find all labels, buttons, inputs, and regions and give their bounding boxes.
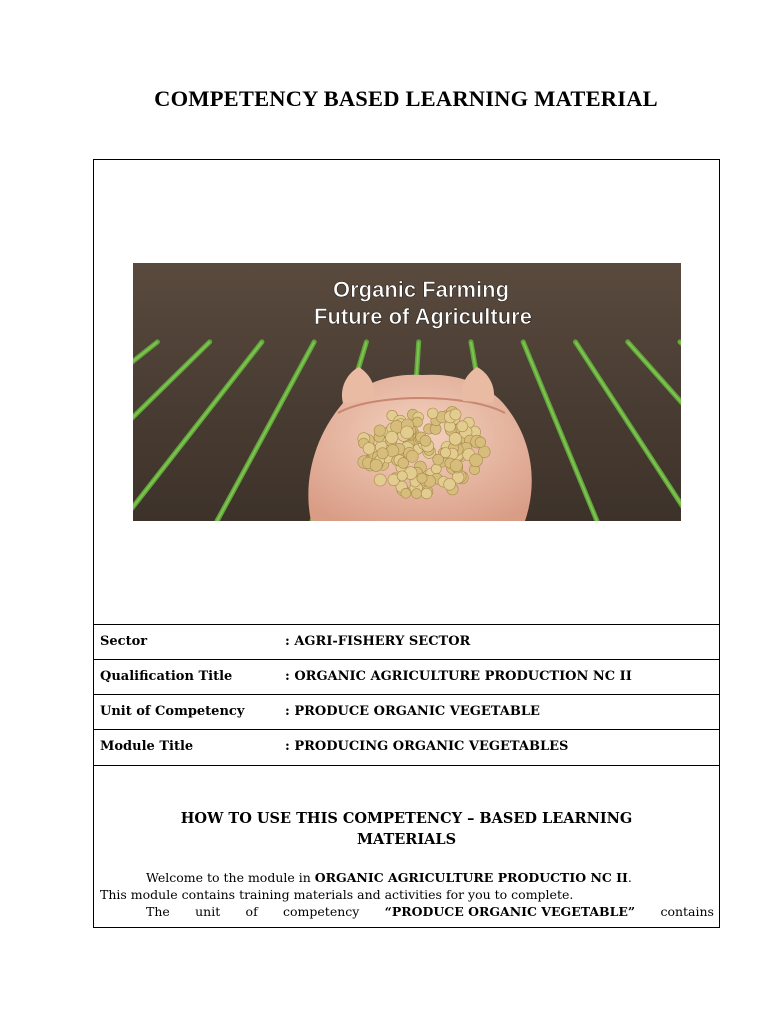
word: competency bbox=[283, 904, 360, 919]
word: unit bbox=[195, 904, 221, 919]
row-label: Module Title bbox=[100, 739, 194, 754]
cover-line1: Organic Farming bbox=[332, 277, 510, 302]
section-heading bbox=[93, 808, 720, 850]
word: of bbox=[245, 904, 258, 919]
cover-image bbox=[133, 263, 681, 521]
row-value: : PRODUCING ORGANIC VEGETABLES bbox=[285, 739, 569, 754]
row-label: Unit of Competency bbox=[100, 704, 245, 719]
table-row bbox=[93, 729, 720, 764]
intro-punct: . bbox=[627, 870, 632, 885]
table-row bbox=[93, 694, 720, 729]
unit-name: “PRODUCE ORGANIC VEGETABLE” bbox=[384, 904, 636, 919]
table-divider bbox=[93, 765, 720, 766]
word: The bbox=[146, 904, 170, 919]
cover-line2: Future of Agriculture bbox=[314, 304, 532, 329]
word: contains bbox=[660, 904, 714, 919]
intro-paragraph-line bbox=[100, 903, 714, 920]
row-label: Sector bbox=[100, 634, 148, 649]
qualification-name: ORGANIC AGRICULTURE PRODUCTIO NC II bbox=[314, 870, 628, 885]
row-value: : AGRI-FISHERY SECTOR bbox=[285, 634, 471, 649]
heading-line: HOW TO USE THIS COMPETENCY – BASED LEARNING bbox=[180, 810, 633, 827]
row-value: : PRODUCE ORGANIC VEGETABLE bbox=[285, 704, 540, 719]
intro-text: Welcome to the module in bbox=[146, 870, 315, 885]
intro-paragraph-line: This module contains training materials and activities for you to complete. bbox=[100, 887, 574, 902]
table-row bbox=[93, 659, 720, 694]
intro-paragraph-line bbox=[100, 869, 714, 886]
document-title: COMPETENCY BASED LEARNING MATERIAL bbox=[154, 86, 658, 111]
heading-line: MATERIALS bbox=[356, 831, 457, 848]
row-value: : ORGANIC AGRICULTURE PRODUCTION NC II bbox=[285, 669, 632, 684]
row-label: Qualification Title bbox=[100, 669, 233, 684]
table-row bbox=[93, 624, 720, 659]
